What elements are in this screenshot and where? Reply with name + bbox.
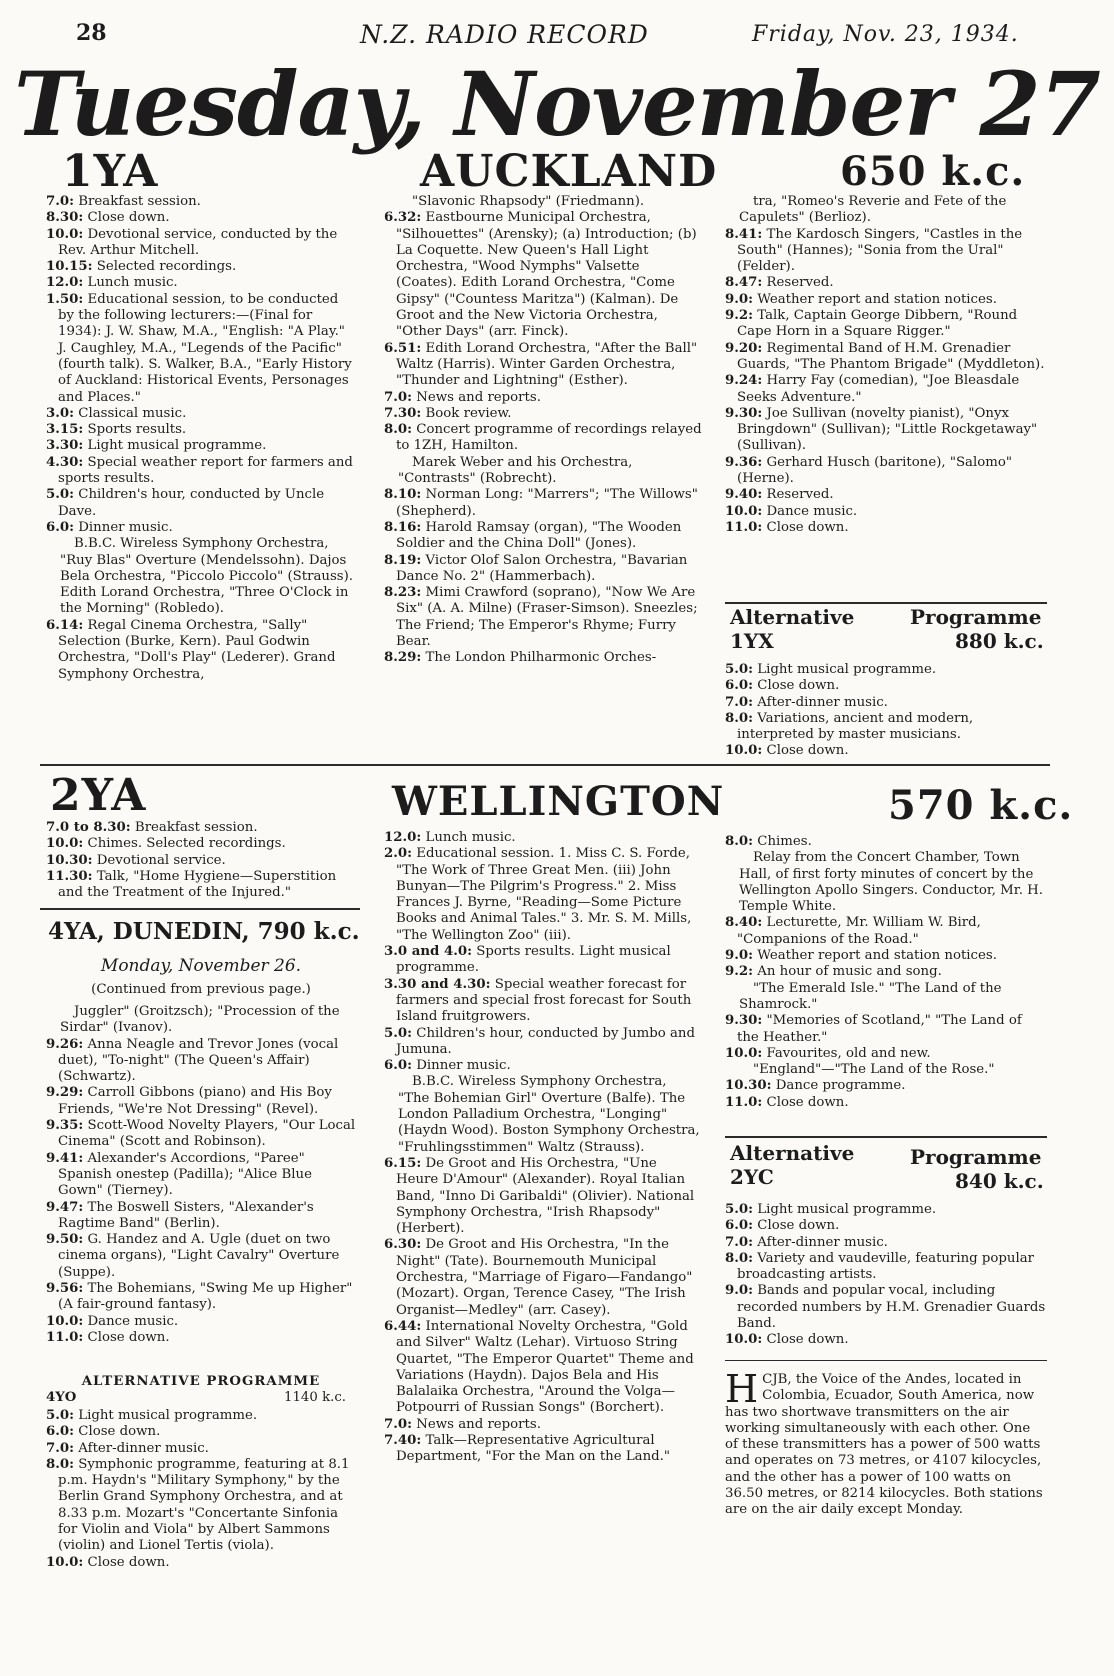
schedule-line: Marek Weber and his Orchestra, "Contrasts" (Robrecht).	[398, 454, 633, 487]
schedule-line: 8.40: Lecturette, Mr. William W. Bird, "Companions of the Road."	[725, 915, 981, 947]
schedule-line: 9.40: Reserved.	[725, 487, 834, 503]
schedule-line: 9.2: Talk, Captain George Dibbern, "Round Cape Horn in a Square Rigger."	[725, 308, 1018, 340]
schedule-line: 6.15: De Groot and His Orchestra, "Une Heure D'Amour" (Alexander). Royal Italian Band, "Inno Di Garibaldi" (Olivier). National Symphony Orchestra, "Irish Rhapsody" (Herbert).	[384, 1155, 695, 1237]
schedule-line: 3.30: Light musical programme.	[46, 438, 267, 454]
auckland-col-3	[725, 194, 1047, 536]
schedule-line: 8.0: Chimes.	[725, 834, 812, 849]
schedule-line: 7.0 to 8.30: Breakfast session.	[46, 820, 258, 835]
schedule-line: 10.0: Dance music.	[46, 1313, 179, 1329]
schedule-line: 9.2: An hour of music and song.	[725, 964, 942, 980]
wellington-city: WELLINGTON	[392, 778, 725, 825]
schedule-line: 9.50: G. Handez and A. Ugle (duet on two cinema organs), "Light Cavalry" Overture (Suppe).	[46, 1232, 340, 1280]
schedule-line: Juggler" (Groitzsch); "Procession of the Sirdar" (Ivanov).	[60, 1004, 340, 1036]
schedule-line: 8.0: Symphonic programme, featuring at 8.1 p.m. Haydn's "Military Symphony," by the Berlin Grand Symphony Orchestra, and at 8.33 p.m. Mozart's "Concertante Sinfonia for Violin and Viola" by Albert Sammons (violin) and Lionel Tertis (viola).	[46, 1456, 350, 1554]
schedule-line: 4.30: Special weather report for farmers and sports results.	[46, 454, 353, 487]
schedule-line: 8.0: Variety and vaudeville, featuring popular broadcasting artists.	[725, 1250, 1035, 1283]
dunedin-title: 4YA, DUNEDIN, 790 k.c.	[48, 918, 360, 945]
schedule-line: 11.0: Close down.	[725, 1094, 849, 1110]
schedule-line: 6.32: Eastbourne Municipal Orchestra, "Silhouettes" (Arensky); (a) Introduction; (b) La Coquette. New Queen's Hall Light Orchestra, "Wood Nymphs" Valsette (Coates). Edith Lorand Orchestra, "Come Gipsy" ("Countess Maritza") (Kalman). De Groot and the New Victoria Orchestra, "Other Days" (arr. Finck).	[384, 210, 697, 340]
schedule-line: 11.30: Talk, "Home Hygiene—Superstition and the Treatment of the Injured."	[46, 868, 337, 901]
schedule-line: 10.30: Devotional service.	[46, 852, 226, 868]
schedule-line: 5.0: Children's hour, conducted by Uncle Dave.	[46, 487, 325, 519]
auckland-city: AUCKLAND	[420, 146, 718, 197]
schedule-line: 7.40: Talk—Representative Agricultural Department, "For the Man on the Land."	[384, 1432, 671, 1465]
schedule-line: 10.0: Close down.	[725, 743, 849, 759]
schedule-line: Relay from the Concert Chamber, Town Hall, of first forty minutes of concert by the Wellington Apollo Singers. Conductor, Mr. H. Temple White.	[739, 850, 1043, 915]
schedule-line: 9.26: Anna Neagle and Trevor Jones (vocal duet), "To-night" (The Queen's Affair) (Schwartz).	[46, 1036, 339, 1085]
schedule-line: 7.0: After-dinner music.	[725, 1234, 888, 1250]
schedule-line: 10.0: Chimes. Selected recordings.	[46, 836, 286, 852]
schedule-line: 10.0: Close down.	[725, 1332, 849, 1348]
wellington-alt-prog: Programme	[910, 1145, 1042, 1169]
schedule-line: 8.23: Mimi Crawford (soprano), "Now We Are Six" (A. A. Milne) (Fraser-Simson). Sneezles; The Friend; The Emperor's Rhyme; Furry Bear.	[384, 585, 698, 650]
schedule-line: 9.35: Scott-Wood Novelty Players, "Our Local Cinema" (Scott and Robinson).	[46, 1118, 356, 1150]
dunedin-continued: (Continued from previous page.)	[91, 982, 311, 997]
auckland-alt-list	[725, 662, 1047, 760]
dunedin-rule	[40, 908, 360, 910]
schedule-line: 3.0 and 4.0: Sports results. Light musical programme.	[384, 944, 671, 976]
schedule-line: 9.0: Bands and popular vocal, including recorded numbers by H.M. Grenadier Guards Band.	[725, 1283, 1046, 1332]
schedule-line: 10.0: Devotional service, conducted by the Rev. Arthur Mitchell.	[46, 226, 338, 258]
schedule-line: 5.0: Light musical programme.	[725, 1202, 937, 1217]
schedule-line: 6.0: Dinner music.	[46, 519, 173, 535]
schedule-line: 9.0: Weather report and station notices.	[725, 948, 997, 964]
schedule-line: 10.30: Dance programme.	[725, 1078, 906, 1094]
wellington-freq: 570 k.c.	[888, 782, 1074, 829]
schedule-line: 9.56: The Bohemians, "Swing Me up Higher" (A fair-ground fantasy).	[46, 1281, 353, 1313]
schedule-line: "Slavonic Rhapsody" (Friedmann).	[412, 194, 645, 209]
schedule-line: 6.0: Dinner music.	[384, 1058, 511, 1074]
masthead: N.Z. RADIO RECORD	[360, 20, 649, 49]
dunedin-alt-freq: 1140 k.c.	[284, 1390, 347, 1405]
schedule-line: 6.30: De Groot and His Orchestra, "In the Night" (Tate). Bournemouth Municipal Orchestra, "Marriage of Figaro—Fandango" (Mozart). Organ, Terence Casey, "The Irish Organist—Medley" (arr. Casey).	[384, 1237, 693, 1318]
day-title: Tuesday, November 27	[14, 52, 1100, 156]
dunedin-day: Monday, November 26.	[100, 956, 302, 976]
wellington-alt-freq: 840 k.c.	[955, 1169, 1044, 1193]
wellington-col-2	[384, 830, 702, 1466]
wellington-station: 2YA	[50, 770, 147, 821]
schedule-line: 9.20: Regimental Band of H.M. Grenadier Guards, "The Phantom Brigade" (Myddleton).	[725, 340, 1045, 372]
schedule-line: B.B.C. Wireless Symphony Orchestra, "The Bohemian Girl" Overture (Balfe). The London Palladium Orchestra, "Longing" (Haydn Wood). Boston Symphony Orchestra, "Fruhlingsstimmen" Waltz (Strauss).	[398, 1074, 700, 1155]
auckland-alt-freq: 880 k.c.	[955, 629, 1044, 653]
schedule-line: 7.0: After-dinner music.	[725, 694, 888, 710]
wellington-col-3	[725, 834, 1047, 1111]
schedule-line: 12.0: Lunch music.	[46, 275, 178, 291]
dunedin-alt-station: 4YO	[46, 1390, 77, 1405]
schedule-line: 7.0: News and reports.	[384, 389, 541, 405]
schedule-line: 5.0: Children's hour, conducted by Jumbo and Jumuna.	[384, 1025, 695, 1057]
auckland-alt-station: 1YX	[730, 629, 774, 653]
schedule-line: 5.0: Light musical programme.	[46, 1408, 258, 1423]
dunedin-alt-title: ALTERNATIVE PROGRAMME	[81, 1374, 321, 1389]
auckland-col-2	[384, 194, 702, 667]
schedule-line: 8.19: Victor Olof Salon Orchestra, "Bavarian Dance No. 2" (Hammerbach).	[384, 552, 688, 584]
wellington-alt-station: 2YC	[730, 1165, 774, 1189]
page-number: 28	[76, 20, 107, 46]
auckland-col-1	[46, 194, 356, 683]
auckland-alt-prog: Programme	[910, 605, 1042, 629]
dunedin-alt-list	[46, 1408, 356, 1571]
schedule-line: tra, "Romeo's Reverie and Fete of the Capulets" (Berlioz).	[739, 194, 1007, 226]
schedule-line: 7.0: After-dinner music.	[46, 1440, 209, 1456]
schedule-line: 7.0: News and reports.	[384, 1416, 541, 1432]
schedule-line: 5.0: Light musical programme.	[725, 662, 937, 677]
schedule-line: 6.0: Close down.	[725, 678, 840, 694]
schedule-line: 8.30: Close down.	[46, 210, 170, 226]
schedule-line: 6.51: Edith Lorand Orchestra, "After the Ball" Waltz (Harris). Winter Garden Orchestra, "Thunder and Lightning" (Esther).	[384, 340, 698, 389]
schedule-line: B.B.C. Wireless Symphony Orchestra, "Ruy Blas" Overture (Mendelssohn). Dajos Bela Orchestra, "Piccolo Piccolo" (Strauss). Edith Lorand Orchestra, "Three O'Clock in the Morning" (Robledo).	[60, 536, 354, 617]
schedule-line: 10.15: Selected recordings.	[46, 259, 237, 275]
schedule-line: 9.30: "Memories of Scotland," "The Land of the Heather."	[725, 1013, 1022, 1045]
wellington-alt-list	[725, 1202, 1047, 1349]
schedule-line: 9.30: Joe Sullivan (novelty pianist), "Onyx Bringdown" (Sullivan); "Little Rockgetaway" (Sullivan).	[725, 405, 1038, 454]
schedule-line: 8.0: Concert programme of recordings relayed to 1ZH, Hamilton.	[384, 422, 702, 454]
schedule-line: "The Emerald Isle." "The Land of the Shamrock."	[739, 980, 1002, 1012]
auckland-freq: 650 k.c.	[840, 148, 1026, 195]
schedule-line: 9.24: Harry Fay (comedian), "Joe Bleasdale Seeks Adventure."	[725, 373, 1020, 405]
schedule-line: "England"—"The Land of the Rose."	[753, 1062, 995, 1078]
schedule-line: 6.14: Regal Cinema Orchestra, "Sally" Selection (Burke, Kern). Paul Godwin Orchestra, "Doll's Play" (Lederer). Grand Symphony Orchestra,	[46, 617, 336, 682]
alt-rule-2	[725, 1136, 1047, 1138]
schedule-line: 10.0: Close down.	[46, 1554, 170, 1570]
drop-cap: H	[725, 1367, 759, 1411]
alt-rule	[725, 602, 1047, 604]
auckland-station: 1YA	[62, 146, 159, 197]
schedule-line: 9.36: Gerhard Husch (baritone), "Salomo" (Herne).	[725, 454, 1012, 487]
schedule-line: 9.47: The Boswell Sisters, "Alexander's Ragtime Band" (Berlin).	[46, 1199, 314, 1231]
wellington-alt-title: Alternative	[730, 1141, 855, 1165]
schedule-line: 11.0: Close down.	[725, 519, 849, 535]
schedule-line: 12.0: Lunch music.	[384, 830, 516, 845]
schedule-line: 8.41: The Kardosch Singers, "Castles in the South" (Hannes); "Sonia from the Ural" (Felder).	[725, 226, 1023, 275]
schedule-line: 11.0: Close down.	[46, 1329, 170, 1345]
schedule-line: 10.0: Favourites, old and new.	[725, 1045, 931, 1061]
schedule-line: 10.0: Dance music.	[725, 503, 858, 519]
hcjb-rule	[725, 1360, 1047, 1361]
section-rule	[40, 764, 1050, 766]
schedule-line: 6.0: Close down.	[725, 1218, 840, 1234]
schedule-line: 1.50: Educational session, to be conducted by the following lecturers:—(Final for 1934): J. W. Shaw, M.A., "English: "A Play." J. Caughley, M.A., "Legends of the Pacific" (fourth talk). S. Walker, B.A., "Early History of Auckland: Historical Events, Personages and Places."	[46, 291, 352, 405]
schedule-line: 7.30: Book review.	[384, 405, 512, 421]
schedule-line: 6.0: Close down.	[46, 1424, 161, 1440]
auckland-alt-title: Alternative	[730, 605, 855, 629]
schedule-line: 9.41: Alexander's Accordions, "Paree" Spanish onestep (Padilla); "Alice Blue Gown" (Tierney).	[46, 1150, 312, 1199]
schedule-line: 7.0: Breakfast session.	[46, 194, 201, 209]
schedule-line: 3.30 and 4.30: Special weather forecast for farmers and special frost forecast for South Island fruitgrowers.	[384, 976, 692, 1025]
schedule-line: 3.15: Sports results.	[46, 422, 187, 438]
schedule-line: 2.0: Educational session. 1. Miss C. S. Forde, "The Work of Three Great Men. (iii) John Bunyan—The Pilgrim's Progress." 2. Miss Frances J. Byrne, "Reading—Some Picture Books and Animal Tales." 3. Mr. S. M. Mills, "The Wellington Zoo" (iii).	[384, 846, 692, 943]
schedule-line: 8.10: Norman Long: "Marrers"; "The Willows" (Shepherd).	[384, 487, 698, 519]
schedule-line: 8.0: Variations, ancient and modern, interpreted by master musicians.	[725, 710, 974, 743]
schedule-line: 3.0: Classical music.	[46, 405, 187, 421]
schedule-line: 8.16: Harold Ramsay (organ), "The Wooden Soldier and the China Doll" (Jones).	[384, 519, 682, 552]
issue-date: Friday, Nov. 23, 1934.	[752, 22, 1019, 47]
dunedin-list	[46, 1004, 356, 1346]
schedule-line: 8.47: Reserved.	[725, 275, 834, 291]
schedule-line: 9.29: Carroll Gibbons (piano) and His Boy Friends, "We're Not Dressing" (Revel).	[46, 1085, 332, 1117]
schedule-line: 6.44: International Novelty Orchestra, "Gold and Silver" Waltz (Lehar). Virtuoso String Quartet, "The Emperor Quartet" Theme and Variations (Haydn). Dajos Bela and His Balalaika Orchestra, "Around the Volga—Potpourri of Russian Songs" (Borchert).	[384, 1318, 694, 1416]
hcjb-text: CJB, the Voice of the Andes, located in Colombia, Ecuador, South America, now has two shortwave transmitters on the air working simultaneously with each other. One of these transmitters has a power of 500 watts and operates on 73 metres, or 4107 kilocycles, and the other has a power of 100 watts on 36.50 metres, or 8214 kilocycles. Both stations are on the air daily except Monday.	[725, 1372, 1043, 1518]
wellington-col-1	[46, 820, 356, 901]
hcjb-notice	[725, 1367, 1047, 1519]
schedule-line: 9.0: Weather report and station notices.	[725, 291, 997, 307]
schedule-line: 8.29: The London Philharmonic Orches-	[384, 650, 657, 666]
